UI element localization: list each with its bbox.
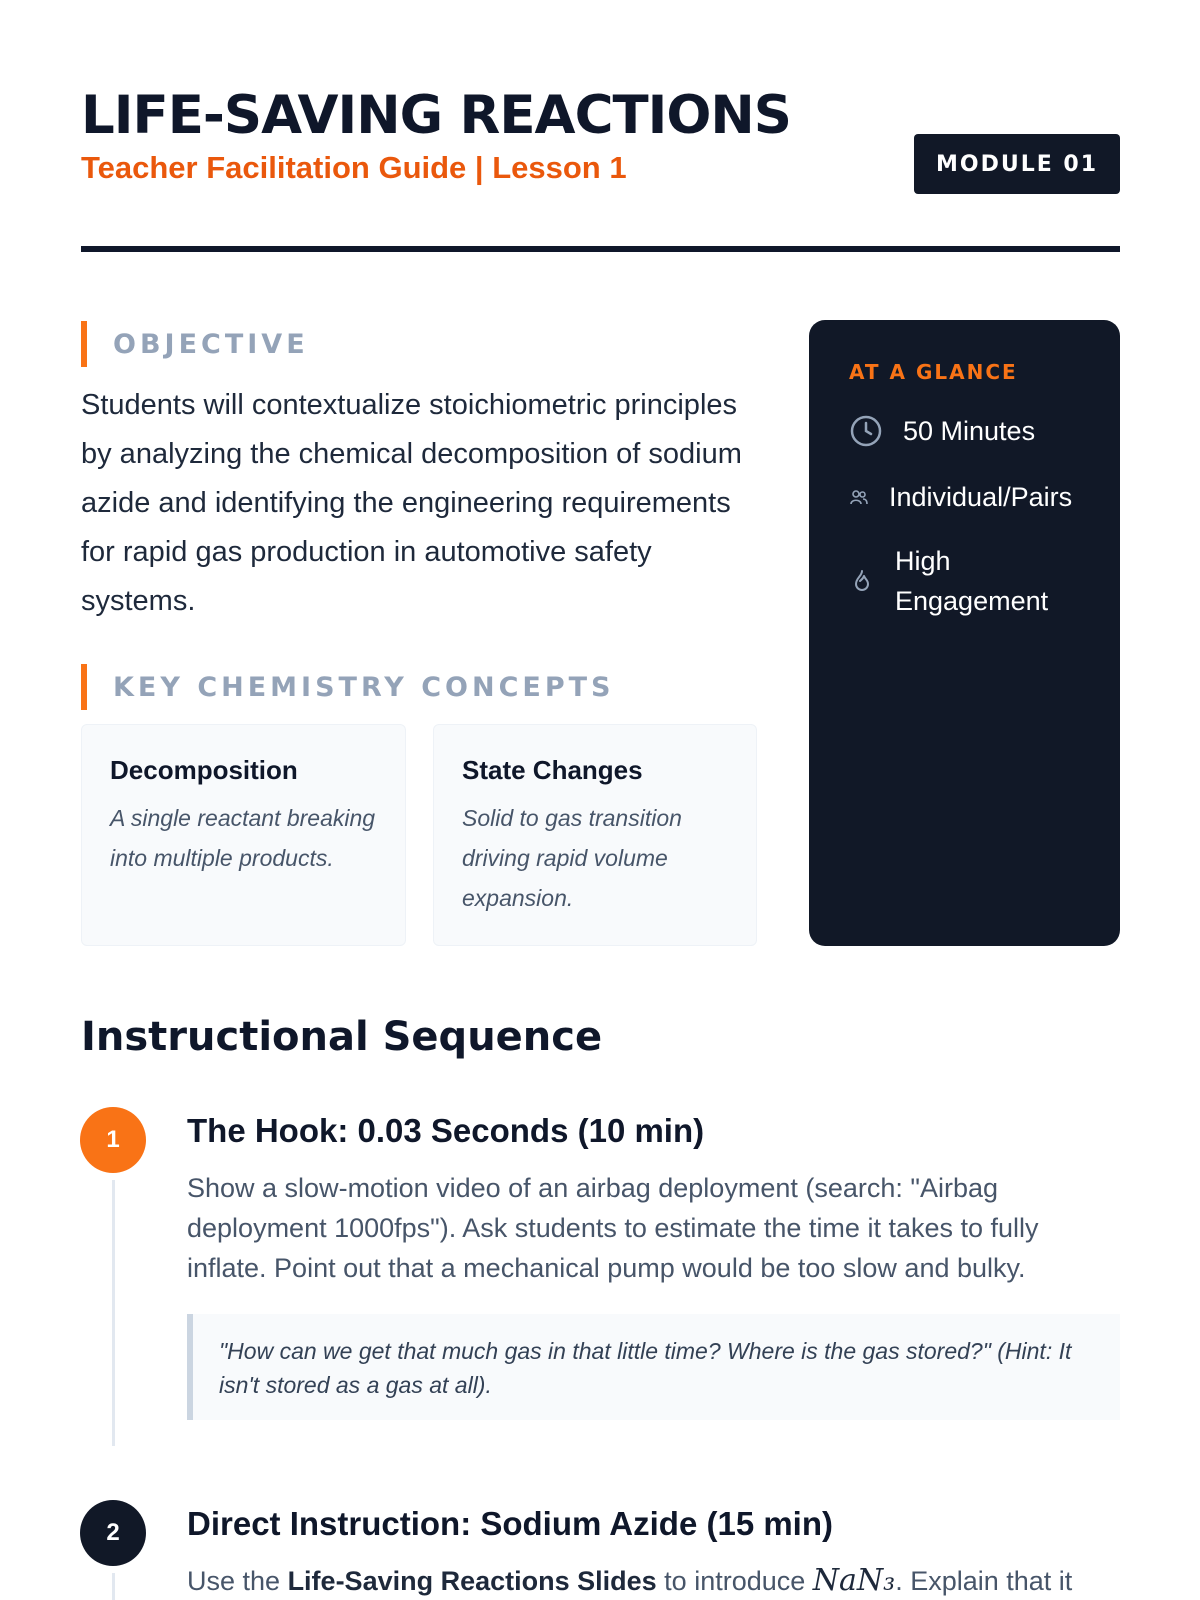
header-divider: [81, 246, 1120, 252]
glance-item-text: Individual/Pairs: [889, 482, 1073, 512]
concepts-heading: [81, 664, 615, 710]
step-title: Direct Instruction: Sodium Azide (15 min): [187, 1505, 833, 1542]
concept-title: Decomposition: [110, 755, 298, 785]
module-badge: MODULE 01: [914, 134, 1120, 194]
glance-item-text: High Engagement: [895, 546, 1049, 616]
step-title: The Hook: 0.03 Seconds (10 min): [187, 1112, 705, 1149]
timeline-connector: [112, 1573, 115, 1600]
users-icon: [849, 488, 869, 508]
glance-label: AT A GLANCE: [849, 360, 1018, 384]
step-body-text: to introduce: [656, 1566, 813, 1596]
concept-description: A single reactant breaking into multiple products.: [110, 805, 376, 871]
chemical-formula: NaN₃: [812, 1563, 896, 1598]
step-body: [187, 1561, 1120, 1600]
page-header: [81, 86, 1120, 186]
step-number-badge: 2: [80, 1500, 146, 1566]
concept-card: [433, 724, 757, 946]
concept-description: Solid to gas transition driving rapid volume expansion.: [462, 805, 682, 911]
concept-card: [81, 724, 406, 946]
glance-item-engagement: [849, 541, 1080, 621]
objective-heading: [81, 321, 309, 367]
sequence-title: Instructional Sequence: [81, 1014, 603, 1060]
discussion-callout: "How can we get that much gas in that little time? Where is the gas stored?" (Hint: It isn't stored as a gas at all).: [187, 1314, 1120, 1420]
heading-accent-bar: [81, 321, 87, 367]
page-title: LIFE-SAVING REACTIONS: [81, 85, 791, 146]
glance-item-grouping: [849, 482, 1080, 513]
step-body-text: . Explain that it: [895, 1566, 1073, 1596]
glance-item-duration: [849, 414, 1080, 448]
step-body: Show a slow-motion video of an airbag deployment (search: "Airbag deployment 1000fps"). Ask students to estimate the time it takes to fully inflate. Point out that a mechanical pump would be too slow and bulky.: [187, 1173, 1039, 1283]
concept-title: State Changes: [462, 755, 643, 785]
objective-label: OBJECTIVE: [113, 328, 309, 360]
at-a-glance-panel: [809, 320, 1120, 946]
clock-icon: [849, 414, 883, 448]
objective-text: Students will contextualize stoichiometric principles by analyzing the chemical decomposition of sodium azide and identifying the engineering requirements for rapid gas production in automotive safety systems.: [81, 389, 742, 617]
slides-reference: Life-Saving Reactions Slides: [287, 1566, 657, 1596]
heading-accent-bar: [81, 664, 87, 710]
step-number-badge: 1: [80, 1107, 146, 1173]
step-body-text: Use the: [187, 1566, 288, 1596]
glance-item-text: 50 Minutes: [903, 415, 1036, 446]
page-subtitle: Teacher Facilitation Guide | Lesson 1: [81, 150, 627, 185]
flame-icon: [849, 568, 875, 594]
timeline-connector: [112, 1180, 115, 1446]
concepts-label: KEY CHEMISTRY CONCEPTS: [113, 671, 615, 703]
